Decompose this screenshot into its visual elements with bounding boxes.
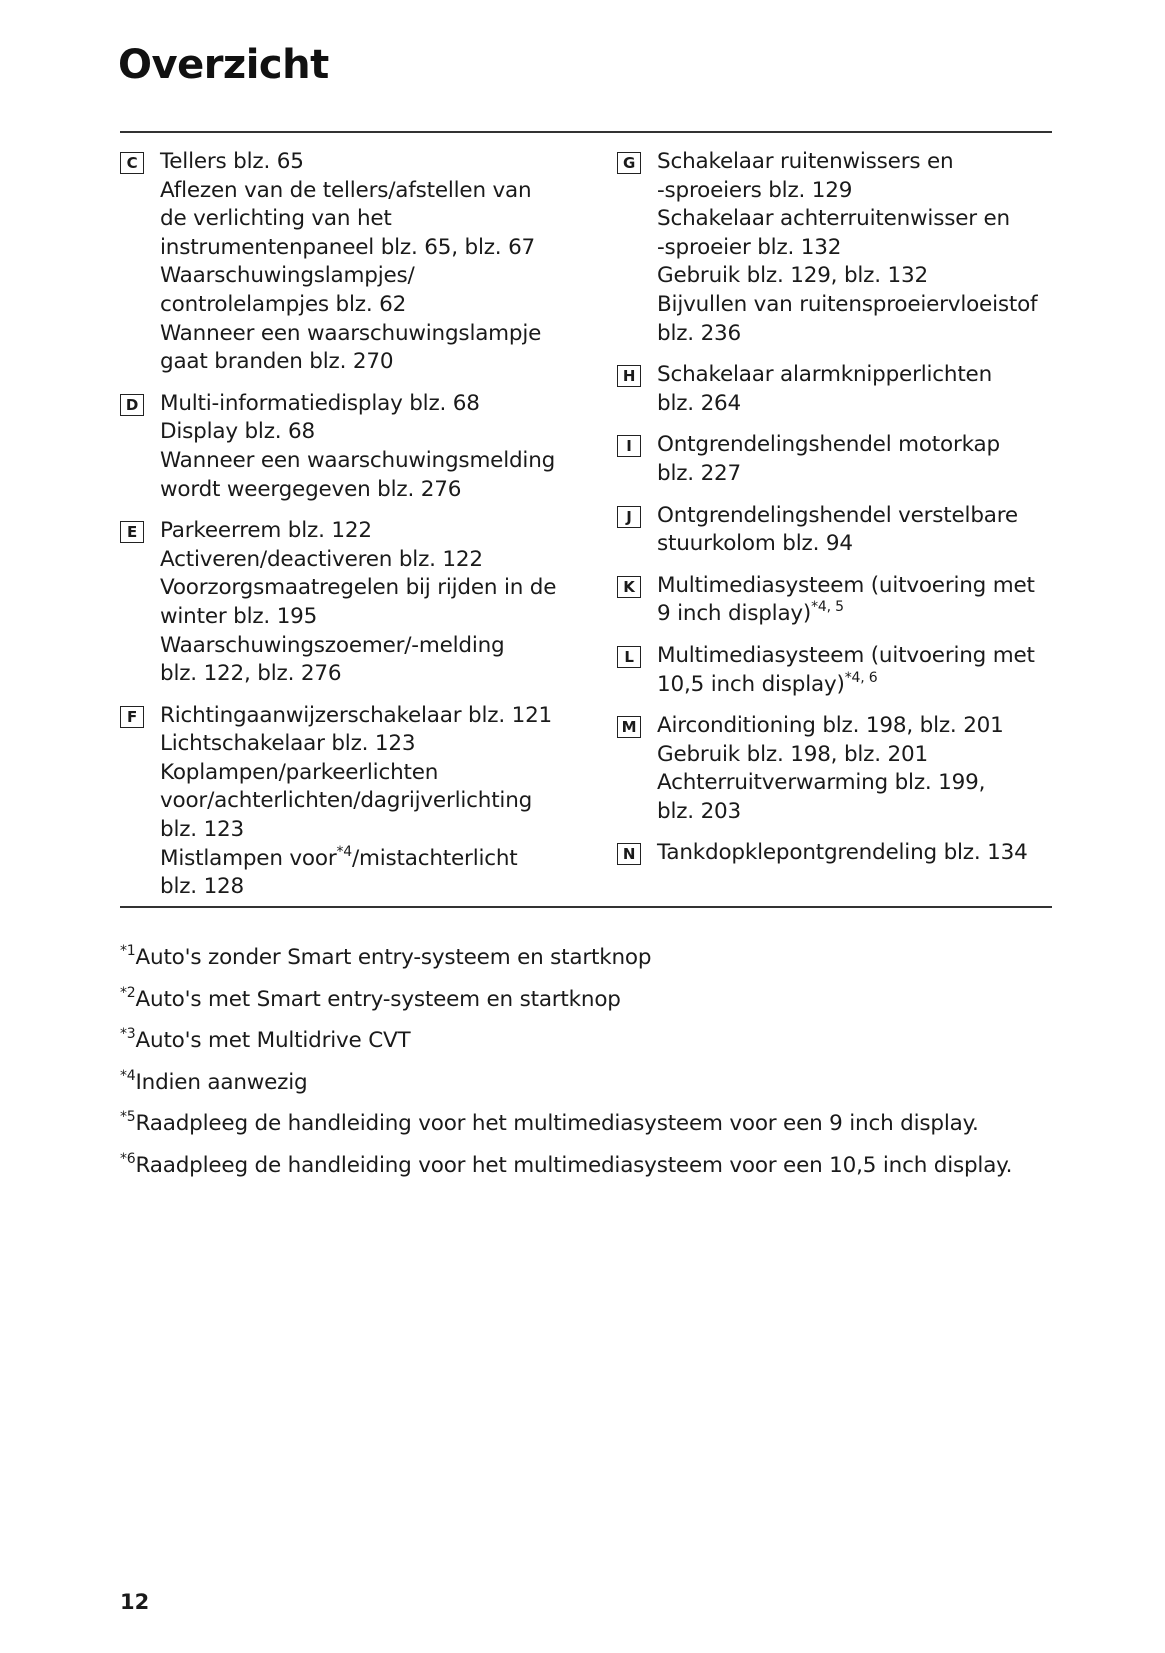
footnote-ref: *4: [336, 843, 352, 860]
line-text: blz. 123: [160, 817, 245, 843]
line-text: Voorzorgsmaatregelen bij rijden in de: [160, 575, 557, 601]
footnotes: [120, 944, 1080, 1193]
entry-subitem: [160, 205, 580, 234]
index-letter-badge: N: [617, 843, 641, 865]
line-text: stuurkolom blz. 94: [657, 531, 853, 557]
entry-subitem: [657, 671, 1057, 700]
entry-subitem: [160, 262, 580, 291]
entry-subitem: [657, 390, 1057, 419]
line-text: blz. 122, blz. 276: [160, 661, 342, 687]
line-text: Waarschuwingszoemer/-melding: [160, 632, 505, 658]
line-text: wordt weergegeven blz. 276: [160, 476, 462, 502]
top-divider: [120, 131, 1052, 133]
entry-heading: [160, 148, 580, 177]
footnote-text: Raadpleeg de handleiding voor het multimediasysteem voor een 10,5 inch display.: [135, 1152, 1013, 1178]
line-text: Wanneer een waarschuwingsmelding: [160, 447, 556, 473]
index-letter-badge: M: [617, 716, 641, 738]
index-entry: [617, 642, 1057, 699]
line-text: Mistlampen voor: [160, 845, 337, 871]
line-text: Lichtschakelaar blz. 123: [160, 731, 416, 757]
entry-heading: [657, 839, 1057, 868]
entry-subitem: [657, 205, 1057, 234]
entry-subitem: [160, 320, 580, 349]
footnote-mark: *6: [120, 1150, 136, 1167]
entry-subitem: [657, 741, 1057, 770]
index-entry: [617, 712, 1057, 826]
line-text: Multimediasysteem (uitvoering met: [657, 572, 1035, 598]
line-text: Koplampen/parkeerlichten: [160, 759, 439, 785]
footnote-mark: *5: [120, 1109, 136, 1125]
entry-heading: [160, 702, 580, 731]
line-text: Airconditioning blz. 198, blz. 201: [657, 713, 1004, 739]
line-text: Multi-informatiedisplay blz. 68: [160, 390, 480, 416]
entry-subitem: [160, 234, 580, 263]
line-text: de verlichting van het: [160, 206, 392, 232]
footnote: [120, 944, 1080, 972]
entry-subitem: [657, 177, 1057, 206]
entry-subitem: [657, 320, 1057, 349]
entry-heading: [657, 431, 1057, 460]
left-column: [120, 148, 580, 915]
entry-subitem: [160, 787, 580, 816]
index-entry: [120, 517, 580, 689]
footnote: [120, 986, 1080, 1014]
entry-subitem: [160, 418, 580, 447]
entry-heading: [657, 502, 1057, 531]
entry-subitem: [160, 660, 580, 689]
entry-heading: [657, 361, 1057, 390]
index-letter-badge: C: [120, 152, 144, 174]
entry-subitem: [160, 816, 580, 845]
footnote-text: Raadpleeg de handleiding voor het multimediasysteem voor een 9 inch display.: [135, 1111, 979, 1136]
index-entry: [617, 361, 1057, 418]
line-text: gaat branden blz. 270: [160, 349, 394, 375]
entry-subitem: [160, 546, 580, 575]
index-entry: [120, 702, 580, 902]
entry-subitem: [160, 291, 580, 320]
index-entry: [617, 572, 1057, 629]
line-text: Ontgrendelingshendel motorkap: [657, 432, 1000, 458]
footnote: [120, 1069, 1080, 1097]
line-text: Tellers blz. 65: [160, 149, 304, 174]
entry-subitem: [160, 759, 580, 788]
entry-heading: [160, 517, 580, 546]
line-text: Tankdopklepontgrendeling blz. 134: [657, 840, 1028, 866]
line-text: 10,5 inch display): [657, 671, 845, 697]
entry-subitem: [657, 460, 1057, 489]
index-letter-badge: F: [120, 706, 144, 728]
entry-heading: [657, 712, 1057, 741]
page-title: Overzicht: [118, 42, 329, 88]
line-text: Achterruitverwarming blz. 199,: [657, 770, 986, 796]
line-text: Parkeerrem blz. 122: [160, 518, 372, 544]
right-column: [617, 148, 1057, 881]
entry-subitem: [160, 348, 580, 377]
line-text: -sproeier blz. 132: [657, 234, 842, 260]
entry-subitem: [160, 730, 580, 759]
line-text: blz. 203: [657, 798, 742, 824]
entry-subitem: [657, 291, 1057, 320]
line-text-after: /mistachterlicht: [351, 845, 518, 871]
entry-subitem: [657, 262, 1057, 291]
entry-heading: [657, 572, 1057, 601]
footnote-mark: *4: [120, 1067, 136, 1084]
line-text: Richtingaanwijzerschakelaar blz. 121: [160, 702, 553, 728]
entry-subitem: [160, 873, 580, 902]
index-letter-badge: G: [617, 152, 641, 174]
footnote-mark: *2: [120, 984, 136, 1001]
line-text: Activeren/deactiveren blz. 122: [160, 546, 483, 572]
entry-subitem: [160, 574, 580, 603]
index-entry: [617, 839, 1057, 868]
line-text: blz. 227: [657, 460, 742, 486]
entry-subitem: [657, 769, 1057, 798]
index-entry: [120, 390, 580, 504]
line-text: Ontgrendelingshendel verstelbare: [657, 502, 1018, 528]
footnote: [120, 1110, 1080, 1138]
footnote-text: Auto's met Multidrive CVT: [135, 1028, 411, 1053]
index-letter-badge: J: [617, 506, 641, 528]
line-text: instrumentenpaneel blz. 65, blz. 67: [160, 234, 536, 260]
footnote-text: Indien aanwezig: [135, 1069, 308, 1095]
bottom-divider: [120, 906, 1052, 908]
line-text: winter blz. 195: [160, 603, 318, 629]
line-text: 9 inch display): [657, 601, 812, 627]
line-text: controlelampjes blz. 62: [160, 291, 407, 317]
entry-subitem: [657, 530, 1057, 559]
footnote-mark: *3: [120, 1026, 136, 1042]
index-entry: [120, 148, 580, 377]
line-text: Schakelaar ruitenwissers en: [657, 149, 954, 174]
footnote-ref: *4, 5: [811, 599, 844, 616]
entry-subitem: [657, 600, 1057, 629]
entry-subitem: [160, 177, 580, 206]
index-letter-badge: H: [617, 365, 641, 387]
line-text: Schakelaar alarmknipperlichten: [657, 362, 992, 388]
footnote-text: Auto's zonder Smart entry-systeem en startknop: [135, 945, 652, 970]
page-number: 12: [120, 1590, 150, 1614]
line-text: Display blz. 68: [160, 419, 316, 445]
entry-heading: [657, 642, 1057, 671]
line-text: Multimediasysteem (uitvoering met: [657, 642, 1035, 668]
line-text: -sproeiers blz. 129: [657, 177, 853, 203]
index-entry: [617, 431, 1057, 488]
line-text: Waarschuwingslampjes/: [160, 263, 415, 289]
index-entry: [617, 502, 1057, 559]
index-letter-badge: D: [120, 394, 144, 416]
line-text: Aflezen van de tellers/afstellen van: [160, 177, 532, 203]
footnote-text: Auto's met Smart entry-systeem en startknop: [135, 986, 621, 1012]
index-letter-badge: K: [617, 576, 641, 598]
line-text: voor/achterlichten/dagrijverlichting: [160, 788, 533, 814]
index-letter-badge: I: [617, 435, 641, 457]
index-letter-badge: L: [617, 646, 641, 668]
entry-subitem: [657, 234, 1057, 263]
line-text: Gebruik blz. 198, blz. 201: [657, 741, 928, 767]
entry-heading: [160, 390, 580, 419]
line-text: blz. 236: [657, 320, 742, 346]
index-entry: [617, 148, 1057, 348]
line-text: Bijvullen van ruitensproeiervloeistof: [657, 291, 1038, 317]
footnote-ref: *4, 6: [844, 669, 878, 686]
line-text: blz. 264: [657, 390, 742, 416]
line-text: Wanneer een waarschuwingslampje: [160, 320, 542, 346]
footnote: [120, 1027, 1080, 1055]
entry-subitem: [160, 632, 580, 661]
line-text: Schakelaar achterruitenwisser en: [657, 206, 1010, 232]
entry-subitem: [160, 476, 580, 505]
line-text: Gebruik blz. 129, blz. 132: [657, 263, 928, 289]
entry-subitem: [160, 603, 580, 632]
footnote: [120, 1152, 1080, 1180]
entry-subitem: [160, 447, 580, 476]
entry-heading: [657, 148, 1057, 177]
entry-subitem: [160, 845, 580, 874]
line-text: blz. 128: [160, 874, 245, 900]
footnote-mark: *1: [120, 943, 136, 959]
entry-subitem: [657, 798, 1057, 827]
index-letter-badge: E: [120, 521, 144, 543]
